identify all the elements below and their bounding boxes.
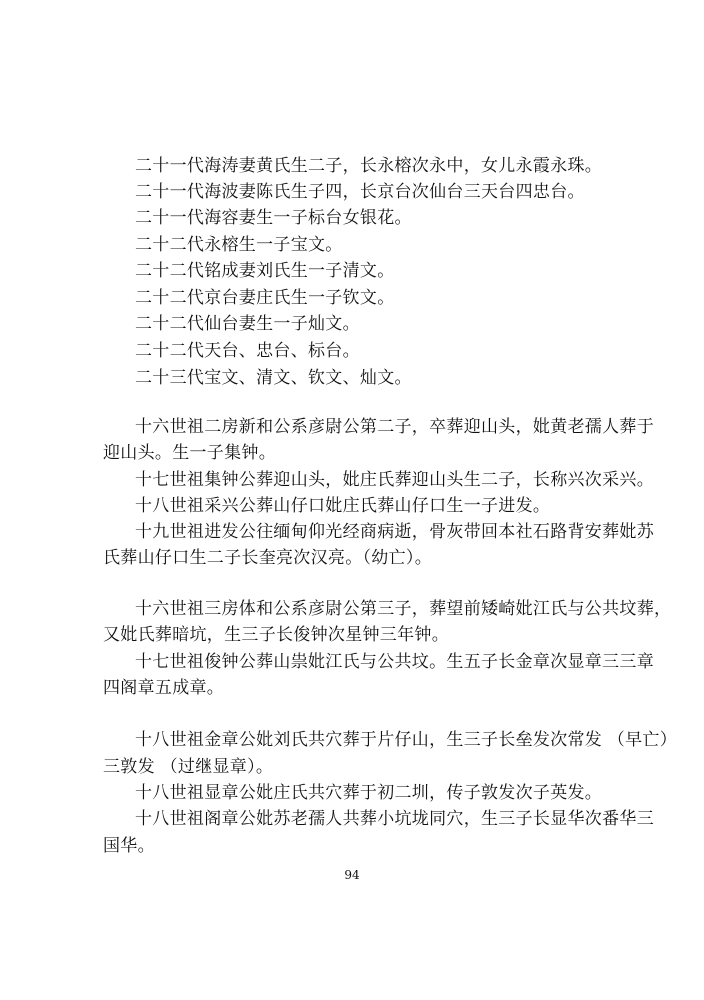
text-line: 二十一代海容妻生一子标台女银花。 [135,208,412,228]
text-line: 二十二代铭成妻刘氏生一子清文。 [135,261,395,281]
text-line: 二十二代京台妻庄氏生一子钦文。 [135,288,395,308]
text-line: 十九世祖进发公往缅甸仰光经商病逝，骨灰带回本社石路背安葬妣苏 [135,522,654,542]
text-line: 十八世祖采兴公葬山仔口妣庄氏葬山仔口生一子进发。 [135,496,551,516]
text-line: 十八世祖阁章公妣苏老孺人共葬小坑垅同穴，生三子长显华次番华三 [135,809,654,829]
text-line: 二十一代海涛妻黄氏生二子，长永榕次永中，女儿永霞永珠。 [135,156,603,176]
text-line: 二十三代宝文、清文、钦文、灿文。 [135,368,412,388]
text-line: 国华。 [103,836,155,856]
text-line: 四阁章五成章。 [103,678,225,698]
text-line: 氏葬山仔口生二子长奎亮次汉亮。（幼亡）。 [103,548,432,568]
text-line: 十七世祖俊钟公葬山祟妣江氏与公共坟。生五子长金章次显章三三章 [135,652,654,672]
text-line: 二十二代永榕生一子宝文。 [135,235,343,255]
text-line: 迎山头。生一子集钟。 [103,443,276,463]
text-line: 二十二代天台、忠台、标台。 [135,341,360,361]
text-line: 十六世祖二房新和公系彦尉公第二子，卒葬迎山头，妣黄老孺人葬于 [135,417,654,437]
text-line: 二十二代仙台妻生一子灿文。 [135,314,360,334]
text-line: 十七世祖集钟公葬迎山头，妣庄氏葬迎山头生二子，长称兴次采兴。 [135,470,654,490]
text-line: 三敦发 （过继显章）。 [103,757,274,777]
text-line: 十八世祖金章公妣刘氏共穴葬于片仔山，生三子长垒发次常发 （早亡） [135,730,678,750]
text-line: 二十一代海波妻陈氏生子四，长京台次仙台三天台四忠台。 [135,182,585,202]
text-line: 又妣氏葬暗坑，生三子长俊钟次星钟三年钟。 [103,625,449,645]
text-line: 十八世祖显章公妣庄氏共穴葬于初二圳，传子敦发次子英发。 [135,783,603,803]
page-number: 94 [344,868,360,882]
text-line: 十六世祖三房体和公系彦尉公第三子，葬望前矮崎妣江氏与公共坟葬， [135,599,672,619]
